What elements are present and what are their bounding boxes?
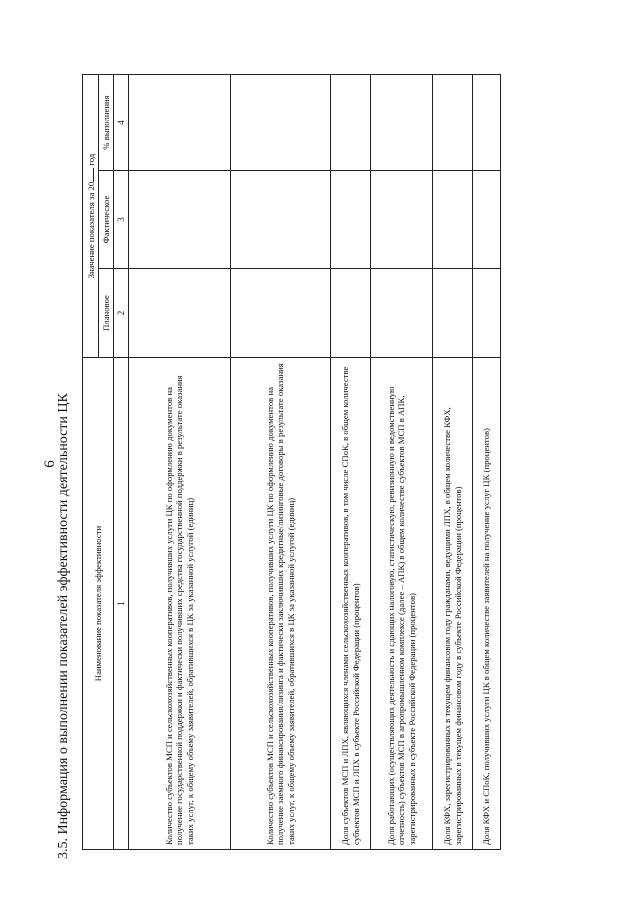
fact-value: [231, 171, 331, 269]
plan-value: [433, 269, 473, 358]
indicator-name: Количество субъектов МСП и сельскохозяйственных кооперативов, получивших услуги ЦК по оформлению документов на получение государственной поддержки и фактически получивших средства государственной поддержки в результате оказания таких услуг, к общему объему заявителей, обратившихся в ЦК за указанной услугой (единиц): [129, 358, 231, 850]
indicator-name: Доля КФХ, зарегистрированных в текущем финансовом году гражданами, ведущими ЛПХ, в общем количестве КФХ, зарегистрированных в текущем финансовом году в субъекте Российской Федерации (процентов): [433, 358, 473, 850]
header-row-top: [83, 74, 99, 849]
percent-value: [433, 74, 473, 170]
plan-value: [473, 269, 501, 358]
indicator-name: Доля КФХ и СПоК, получивших услуги ЦК в общем количестве заявителей на получение услуг ЦК (процентов): [473, 358, 501, 850]
section-title: 3.5. Информация о выполнении показателей эффективности деятельности ЦК: [56, 393, 71, 859]
percent-value: [231, 74, 331, 170]
rotated-page: [40, 57, 600, 862]
plan-value: [231, 269, 331, 358]
plan-value: [331, 269, 371, 358]
header-value-suffix: год: [86, 153, 96, 166]
percent-value: [371, 74, 433, 170]
fact-value: [129, 171, 231, 269]
column-number: 4: [114, 74, 129, 170]
header-plan: Плановое: [99, 269, 114, 358]
header-indicator-name: Наименование показателя эффективности: [83, 358, 114, 850]
page-number: 6: [42, 460, 58, 468]
indicator-name: Доля субъектов МСП и ЛПХ, являющихся членами сельскохозяйственных кооперативов, в том числе СПоК, в общем количестве субъектов МСП и ЛПХ в субъекте Российской Федерации (процентов): [331, 358, 371, 850]
indicator-name: Количество субъектов МСП и сельскохозяйственных кооперативов, получивших услуги ЦК по оформлению документов на получение заемного финансирования/лизинга и фактически заключивших кредитные/лизинговые договоры в результате оказания таких услуг, к общему объему заявителей, обратившихся в ЦК за указанной услугой (единиц): [231, 358, 331, 850]
header-value-period: [83, 74, 99, 357]
table-row: [473, 74, 501, 849]
column-number: 3: [114, 171, 129, 269]
table-row: [231, 74, 331, 849]
fact-value: [473, 171, 501, 269]
percent-value: [129, 74, 231, 170]
plan-value: [371, 269, 433, 358]
fact-value: [433, 171, 473, 269]
plan-value: [129, 269, 231, 358]
column-number-row: [114, 74, 129, 849]
percent-value: [331, 74, 371, 170]
table-row: [129, 74, 231, 849]
column-number: 2: [114, 269, 129, 358]
header-value-prefix: Значение показателя за 20: [86, 181, 96, 279]
kpi-table: [82, 74, 501, 850]
fact-value: [371, 171, 433, 269]
table-row: [331, 74, 371, 849]
header-percent: % выполнения: [99, 74, 114, 170]
year-blank: [85, 168, 94, 182]
column-number: 1: [114, 358, 129, 850]
header-fact: Фактическое: [99, 171, 114, 269]
fact-value: [331, 171, 371, 269]
table-row: [433, 74, 473, 849]
table-row: [371, 74, 433, 849]
percent-value: [473, 74, 501, 170]
indicator-name: Доля работающих (осуществляющих деятельность и сдающих налоговую, статистическую, ревизионную и ведомственную отчетность) субъектов МСП в агропромышленном комплексе (далее – АПК) в общем количестве субъектов МСП в АПК, зарегистрированных в субъекте Российской Федерации (процентов): [371, 358, 433, 850]
